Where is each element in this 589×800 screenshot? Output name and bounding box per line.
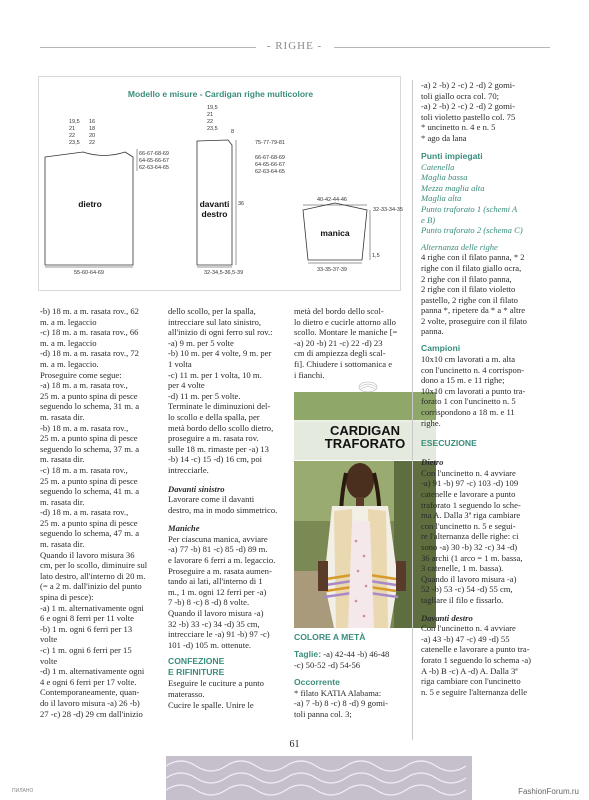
text-line: Proseguire come segue: bbox=[40, 369, 122, 380]
text-line: -a) 43 -b) 47 -c) 49 -d) 55 bbox=[421, 633, 510, 644]
text-line: Eseguire le cuciture a punto bbox=[168, 678, 264, 689]
text-line: Lavorare come il davanti bbox=[168, 494, 255, 505]
section-header: - RIGHE - bbox=[266, 40, 323, 52]
text-line: Maglia alta bbox=[421, 193, 462, 204]
text-line: 2 volte, proseguire con il filato bbox=[421, 315, 527, 326]
footer-left: ПИЛАНО bbox=[12, 788, 34, 794]
text-line: toli giallo ocra col. 70; bbox=[421, 90, 500, 101]
text-line: lo dietro e cucirle attorno allo bbox=[294, 316, 396, 327]
column-4 bbox=[421, 80, 553, 697]
text-line: 6 e ogni 8 ferri per 11 volte bbox=[40, 613, 134, 624]
text-line: -d) 18 m. a m. rasata rov., 72 bbox=[40, 348, 139, 359]
text-line: Per ciascuna manica, avviare bbox=[168, 533, 268, 544]
text-line: Quando il lavoro misura 36 bbox=[40, 549, 135, 560]
text-line: all'inizio di ogni ferro sul rov.: bbox=[168, 327, 273, 338]
sleeve-bottom-measures: 33-35-37-39 bbox=[317, 267, 347, 273]
cardigan-title-box bbox=[294, 392, 436, 460]
text-line: traforato 1 seguendo lo sche- bbox=[421, 499, 521, 510]
text-line: -a) 7 -b) 8 -c) 8 -d) 9 gomi- bbox=[294, 698, 389, 709]
column-3 bbox=[294, 306, 414, 380]
text-line: -a) 1 m. alternativamente ogni bbox=[40, 602, 144, 613]
text-line: seguendo lo schema, 31 m. a bbox=[40, 401, 140, 412]
text-line: lo scollo e della spalla, per bbox=[168, 411, 260, 422]
text-line: 2 righe con il filato panna, bbox=[421, 273, 512, 284]
text-line: 25 m. a punto spina di pesce bbox=[40, 517, 138, 528]
text-line: metà bordo dello scollo dietro, bbox=[168, 422, 274, 433]
text-line: spina di pesce): bbox=[40, 592, 94, 603]
text-line: panna *, ripetere da * a * altre bbox=[421, 305, 526, 316]
text-line: 10x10 cm lavorati a punto tra- bbox=[421, 385, 526, 396]
text-line: re l'alternanza delle righe: ci bbox=[421, 531, 519, 542]
text-line: -d) 1 m. alternativamente ogni bbox=[40, 666, 145, 677]
text-line: m. rasata dir. bbox=[40, 411, 85, 422]
text-line: i fianchi. bbox=[294, 369, 325, 380]
subheading-punti: Punti impiegati bbox=[421, 150, 483, 161]
text-line: catenelle e lavorare a punto tra- bbox=[421, 644, 530, 655]
text-line: 1 volta bbox=[168, 358, 192, 369]
text-line: Terminate le diminuzioni del- bbox=[168, 401, 271, 412]
text-line: volte bbox=[40, 634, 58, 645]
text-line: -a) 20 -b) 21 -c) 22 -d) 23 bbox=[294, 337, 383, 348]
text-line: m. rasata dir. bbox=[40, 454, 85, 465]
text-line: e lavorare 6 ferri a m. legaccio. bbox=[168, 555, 276, 566]
text-line: toli panna col. 3; bbox=[294, 708, 352, 719]
text-line: * filato KATIA Alabama: bbox=[294, 687, 382, 698]
text-line: -b) 1 m. ogni 6 ferri per 13 bbox=[40, 623, 133, 634]
text-line: cm di ampiezza degli scal- bbox=[294, 348, 386, 359]
header-rule-right bbox=[334, 47, 550, 48]
text-line: righe. bbox=[421, 417, 441, 428]
text-line: righe con il filato giallo ocra, bbox=[421, 262, 522, 273]
text-line: -b) 14 -c) 15 -d) 16 cm, poi bbox=[168, 454, 263, 465]
text-line: -a) 91 -b) 97 -c) 103 -d) 109 bbox=[421, 478, 519, 489]
text-line: Cucire le spalle. Unire le bbox=[168, 699, 254, 710]
sleeve-side-measures: 32-33-34-35 bbox=[373, 207, 403, 213]
front-label: davanti destro bbox=[199, 199, 230, 219]
lace-border-image bbox=[166, 756, 472, 800]
sleeve-cuff-measure: 1,5 bbox=[372, 253, 380, 259]
subheading-campioni: Campioni bbox=[421, 343, 461, 354]
subheading-maniche: Maniche bbox=[168, 523, 200, 534]
text-line: -c) 11 m. per 1 volta, 10 m. bbox=[168, 369, 262, 380]
text-line: catenelle e lavorare a punto bbox=[421, 489, 516, 499]
text-line: m. a m. legaccio bbox=[40, 316, 97, 327]
sleeve-top-measures: 40-42-44-46 bbox=[317, 197, 347, 203]
text-line: m., 1 m. ogni 12 ferri per -a) bbox=[168, 586, 267, 597]
cardigan-title: CARDIGAN TRAFORATO bbox=[324, 423, 406, 451]
text-line: forato 1 seguendo lo schema -a) bbox=[421, 654, 532, 665]
text-line: toli violetto pastello col. 75 bbox=[421, 111, 516, 122]
text-line: m. rasata dir. bbox=[40, 496, 85, 507]
schema-box bbox=[38, 76, 401, 291]
taglie-values: -a) 42-44 -b) 46-48 -c) 50-52 -d) 54-56 bbox=[294, 649, 390, 670]
text-line: materasso. bbox=[168, 689, 205, 699]
back-label: dietro bbox=[78, 199, 102, 209]
text-line: seguendo lo schema, 37 m. a bbox=[40, 443, 140, 454]
subheading-davanti-sinistro: Davanti sinistro bbox=[168, 483, 225, 494]
sleeve-label: manica bbox=[320, 228, 350, 238]
text-line: 2 righe con il filato violetto bbox=[421, 284, 516, 295]
text-line: Contemporaneamente, quan- bbox=[40, 687, 140, 698]
subheading-dietro: Dietro bbox=[421, 457, 444, 468]
back-neck-measures: 19,5 21 22 23,5 bbox=[69, 119, 80, 146]
text-line: -c) 1 m. ogni 6 ferri per 15 bbox=[40, 645, 132, 655]
text-line: -b) 18 m. a m. rasata rov., bbox=[40, 422, 129, 433]
text-line: e B) bbox=[421, 214, 436, 225]
footer-watermark: FashionForum.ru bbox=[518, 787, 579, 796]
back-side-measures: 66-67-68-69 64-65-66-67 62-63-64-65 bbox=[139, 151, 169, 171]
text-line: riga cambiare con l'uncinetto bbox=[421, 676, 521, 687]
text-line: m. a m. legaccio bbox=[40, 337, 97, 348]
front-neck-measures: 19,5 21 22 23,5 bbox=[207, 105, 218, 132]
text-line: Con l'uncinetto n. 4 avviare bbox=[421, 623, 516, 634]
text-line: -b) 10 m. per 4 volte, 9 m. per bbox=[168, 348, 272, 359]
text-line: sulle 18 m. rimaste per -a) 13 bbox=[168, 443, 269, 454]
front-side-measures: 66-67-68-69 64-65-66-67 62-63-64-65 bbox=[255, 155, 285, 175]
text-line: tando ai lati, all'interno di 1 bbox=[168, 576, 263, 587]
text-line: 25 m. a punto spina di pesce bbox=[40, 390, 138, 401]
schema-title: Modello e misure - Cardigan righe multicolore bbox=[127, 89, 314, 99]
text-line: volte bbox=[40, 655, 58, 666]
text-line: A -b) B -c) A -d) A. Dalla 3ª bbox=[421, 665, 518, 676]
text-line: fi]. Chiudere i sottomanica e bbox=[294, 358, 393, 369]
subheading-colore: COLORE A METÀ bbox=[294, 632, 366, 642]
text-line: -a) 77 -b) 81 -c) 85 -d) 89 m. bbox=[168, 544, 268, 555]
text-line: do il lavoro misura -a) 26 -b) bbox=[40, 697, 140, 708]
text-line: intrecciare le -a) 91 -b) 97 -c) bbox=[168, 629, 270, 640]
text-line: pastello, 2 righe con il filato bbox=[421, 294, 518, 305]
text-line: con l'uncinetto n. 4 corrispon- bbox=[421, 364, 524, 375]
text-line: con l'uncinetto n. 5 e segui- bbox=[421, 520, 516, 531]
text-line: 32 -b) 33 -c) 34 -d) 35 cm, bbox=[168, 618, 260, 629]
text-line: -d) 18 m. a m. rasata rov., bbox=[40, 507, 129, 518]
page-number: 61 bbox=[289, 739, 300, 750]
text-line: 27 -c) 28 -d) 29 cm dall'inizio bbox=[40, 708, 143, 719]
text-line: corrispondono a 18 m. e 11 bbox=[421, 407, 515, 418]
text-line: -c) 18 m. a m. rasata rov., 66 bbox=[40, 327, 139, 338]
text-line: 7 -b) 8 -c) 8 -d) 8 volte. bbox=[168, 597, 250, 608]
text-line: -a) 9 m. per 5 volte bbox=[168, 337, 234, 348]
text-line: 10x10 cm lavorati a m. alta bbox=[421, 354, 516, 365]
subheading-confezione: CONFEZIONE E RIFINITURE bbox=[168, 656, 225, 678]
text-line: Mezza maglia alta bbox=[421, 182, 485, 193]
text-line: tagliare il filo e fissarlo. bbox=[421, 594, 504, 605]
text-line: forato 1 con l'uncinetto n. 5 bbox=[421, 396, 516, 407]
text-line: 3 catenelle, 1 m. bassa). bbox=[421, 563, 504, 574]
text-line: m. a m. legaccio. bbox=[40, 358, 99, 369]
text-line: (= a 2 m. dall'inizio del punto bbox=[40, 581, 142, 592]
front-neck-width: 8 bbox=[231, 129, 235, 135]
text-line: Quando il lavoro misura -a) bbox=[168, 608, 264, 619]
text-line: 36 archi (1 arco = 1 m. bassa, bbox=[421, 552, 523, 563]
text-line: metà del bordo dello scol- bbox=[294, 306, 384, 316]
text-line: n. 5 e seguire l'alternanza delle bbox=[421, 686, 528, 697]
column-2 bbox=[168, 306, 286, 710]
text-line: -c) 18 m. a m. rasata rov., bbox=[40, 464, 128, 475]
text-line: panna. bbox=[421, 326, 444, 337]
text-line: intrecciarle. bbox=[168, 464, 209, 475]
taglie-label: Taglie: bbox=[294, 649, 322, 659]
text-line: -a) 2 -b) 2 -c) 2 -d) 2 gomi- bbox=[421, 80, 516, 90]
text-line: 4 e ogni 6 ferri per 17 volte. bbox=[40, 676, 137, 687]
column-3-lower bbox=[294, 632, 414, 719]
header-rule-left bbox=[40, 47, 256, 48]
front-total-length: 75-77-79-81 bbox=[255, 140, 285, 146]
text-line: cm, per lo scollo, diminuire sul bbox=[40, 560, 148, 571]
text-line: 25 m. a punto spina di pesce bbox=[40, 433, 138, 444]
subheading-occorrente: Occorrente bbox=[294, 676, 340, 687]
back-bottom-measures: 55-60-64-69 bbox=[74, 270, 104, 276]
text-line: seguendo lo schema, 47 m. a bbox=[40, 528, 140, 539]
text-line: -a) 2 -b) 2 -c) 2 -d) 2 gomi- bbox=[421, 101, 516, 112]
text-line: proseguire a m. rasata rov. bbox=[168, 433, 259, 444]
text-line: m. rasata dir. bbox=[40, 539, 85, 550]
back-shoulder-measures: 16 18 20 22 bbox=[89, 119, 96, 146]
text-line: lato destro, all'interno di 20 m. bbox=[40, 570, 146, 581]
front-side-length: 36 bbox=[238, 201, 245, 207]
text-line: Proseguire a m. rasata aumen- bbox=[168, 565, 272, 576]
text-line: intrecciare sul lato sinistro, bbox=[168, 316, 262, 327]
text-line: -d) 11 m. per 5 volte. bbox=[168, 390, 241, 401]
text-line: dono a 15 m. e 11 righe; bbox=[421, 375, 505, 386]
subheading-davanti-destro: Davanti destro bbox=[421, 612, 473, 623]
text-line: scollo. Montare le maniche [= bbox=[294, 327, 398, 338]
subheading-alternanza: Alternanza delle righe bbox=[421, 241, 498, 252]
schema-diagram bbox=[39, 77, 402, 292]
text-line: dello scollo, per la spalla, bbox=[168, 306, 256, 316]
text-line: per 4 volte bbox=[168, 380, 205, 391]
text-line: Maglia bassa bbox=[421, 172, 468, 183]
front-bottom-measures: 32-34,5-36,5-39 bbox=[204, 270, 244, 276]
text-line: -a) 18 m. a m. rasata rov., bbox=[40, 380, 128, 391]
column-1 bbox=[40, 306, 162, 719]
text-line: Punto traforato 1 (schemi A bbox=[421, 203, 518, 214]
text-line: * ago da lana bbox=[421, 132, 467, 143]
subheading-esecuzione: ESECUZIONE bbox=[421, 438, 477, 449]
text-line: destro, ma in modo simmetrico. bbox=[168, 504, 278, 515]
text-line: 4 righe con il filato panna, * 2 bbox=[421, 252, 525, 263]
text-line: ma A. Dalla 3ª riga cambiare bbox=[421, 510, 521, 521]
text-line: -b) 18 m. a m. rasata rov., 62 bbox=[40, 306, 139, 316]
text-line: 25 m. a punto spina di pesce bbox=[40, 475, 138, 486]
text-line: seguendo lo schema, 41 m. a bbox=[40, 486, 140, 497]
column-divider bbox=[412, 80, 413, 740]
model-photo bbox=[294, 461, 436, 628]
text-line: 52 -b) 53 -c) 54 -d) 55 cm, bbox=[421, 584, 513, 595]
text-line: * uncinetto n. 4 e n. 5 bbox=[421, 122, 496, 133]
text-line: Punto traforato 2 (schema C) bbox=[421, 225, 523, 236]
text-line: sono -a) 30 -b) 32 -c) 34 -d) bbox=[421, 541, 518, 552]
text-line: Con l'uncinetto n. 4 avviare bbox=[421, 467, 516, 478]
text-line: Quando il lavoro misura -a) bbox=[421, 573, 517, 584]
text-line: Catenella bbox=[421, 161, 455, 172]
text-line: 101 -d) 105 m. ottenute. bbox=[168, 639, 252, 650]
